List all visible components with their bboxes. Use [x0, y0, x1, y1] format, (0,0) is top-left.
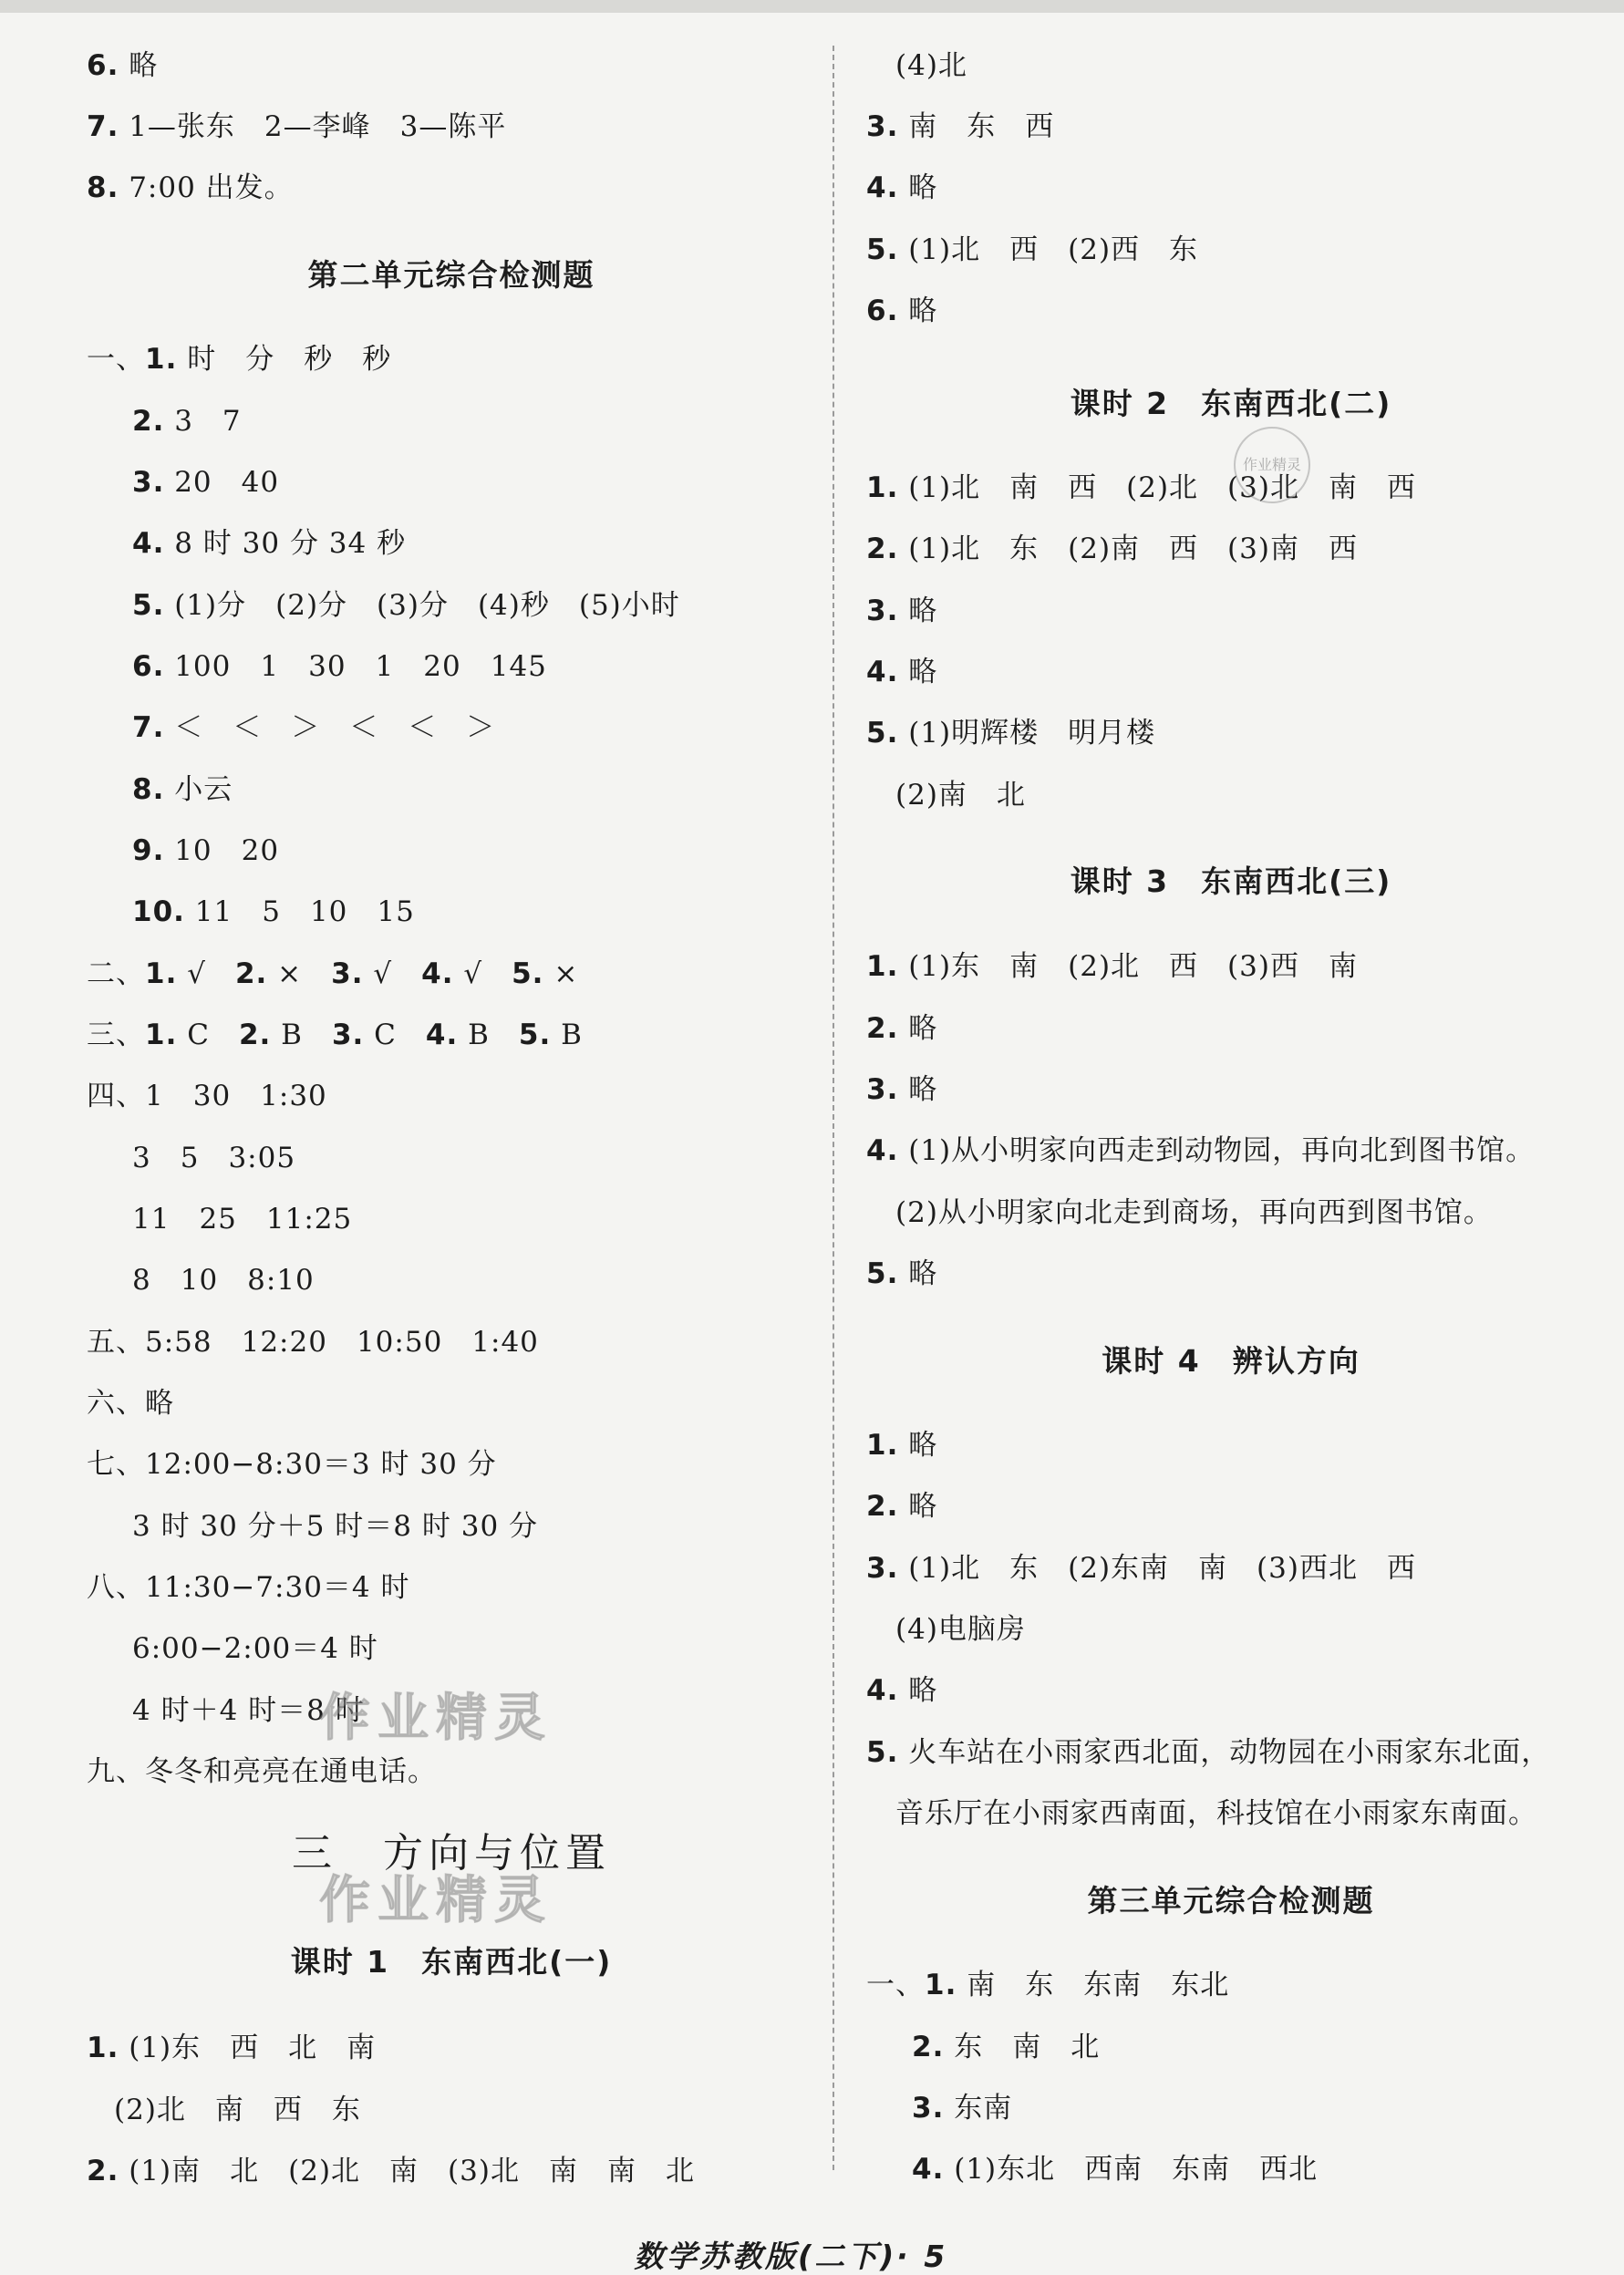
answer-line: 八、11:30−7:30＝4 时	[87, 1571, 410, 1604]
stamp: 作业精灵	[1234, 427, 1310, 503]
answer-line: 5. (1)明辉楼 明月楼	[866, 717, 1156, 750]
answer-line: (2)从小明家向北走到商场，再向西到图书馆。	[895, 1196, 1493, 1229]
answer-line: 3. 略	[866, 1073, 938, 1106]
answer-line: 音乐厅在小雨家西南面，科技馆在小雨家东南面。	[895, 1797, 1537, 1830]
watermark: 作业精灵	[319, 1688, 553, 1748]
answer-line: 3. 20 40	[132, 466, 280, 499]
answer-line: 2. (1)北 东 (2)南 西 (3)南 西	[866, 533, 1358, 565]
section-heading: 课时 1 东南西北(一)	[290, 1944, 613, 1980]
answer-line: 8. 7:00 出发。	[87, 171, 294, 204]
answer-line: 7. ＜ ＜ ＞ ＜ ＜ ＞	[132, 711, 496, 744]
answer-line: 3. 略	[866, 595, 938, 627]
answer-line: 2. 略	[866, 1490, 938, 1523]
answer-line: 4 时＋4 时＝8 时	[132, 1694, 365, 1727]
answer-line: 3. (1)北 东 (2)东南 南 (3)西北 西	[866, 1552, 1416, 1585]
answer-line: (4)北	[895, 49, 967, 82]
answer-line: 4. 略	[866, 171, 938, 204]
answer-line: (4)电脑房	[895, 1613, 1026, 1646]
answer-line: 4. (1)东北 西南 东南 西北	[912, 2153, 1319, 2186]
answer-line: 8 10 8:10	[132, 1264, 315, 1297]
answer-line: 7. 1—张东 2—李峰 3—陈平	[87, 110, 507, 143]
answer-line: 4. 8 时 30 分 34 秒	[132, 527, 407, 560]
section-heading: 课时 3 东南西北(三)	[1070, 863, 1392, 899]
answer-line: 4. 略	[866, 1674, 938, 1707]
answer-line: 10. 11 5 10 15	[132, 895, 415, 928]
page-footer: 数学苏教版(二下)· 5	[634, 2239, 948, 2274]
answer-line: 2. 略	[866, 1012, 938, 1045]
section-heading: 第二单元综合检测题	[307, 257, 595, 293]
answer-line: 4. (1)从小明家向西走到动物园，再向北到图书馆。	[866, 1134, 1536, 1167]
answer-line: 5. (1)分 (2)分 (3)分 (4)秒 (5)小时	[132, 589, 680, 622]
answer-line: 5. 火车站在小雨家西北面，动物园在小雨家东北面，	[866, 1736, 1551, 1769]
answer-line: 5. (1)北 西 (2)西 东	[866, 233, 1199, 266]
answer-line: 七、12:00−8:30＝3 时 30 分	[87, 1448, 497, 1481]
section-heading: 课时 4 辨认方向	[1102, 1343, 1360, 1379]
answer-line: 2. (1)南 北 (2)北 南 (3)北 南 南 北	[87, 2155, 695, 2187]
watermark: 作业精灵	[319, 1870, 553, 1930]
answer-line: 3. 南 东 西	[866, 110, 1055, 143]
answer-line: (2)南 北	[895, 779, 1026, 812]
answer-line: 一、1. 南 东 东南 东北	[866, 1969, 1230, 2001]
answer-line: 二、1. √ 2. × 3. √ 4. √ 5. ×	[87, 957, 579, 990]
left-column	[87, 0, 816, 2225]
answer-line: 3. 东南	[912, 2092, 1013, 2125]
answer-line: 5. 略	[866, 1257, 938, 1290]
answer-line: 11 25 11:25	[132, 1203, 353, 1236]
answer-line: 四、1 30 1:30	[87, 1080, 327, 1112]
unit-title: 三 方向与位置	[292, 1830, 611, 1877]
answer-line: 1. (1)北 南 西 (2)北 (3)北 南 西	[866, 471, 1416, 504]
column-divider	[833, 46, 834, 2170]
answer-line: 6. 略	[866, 295, 938, 327]
answer-line: 九、冬冬和亮亮在通电话。	[87, 1755, 437, 1788]
answer-line: 一、1. 时 分 秒 秒	[87, 343, 392, 376]
answer-line: 6:00−2:00＝4 时	[132, 1632, 378, 1665]
answer-line: 3 5 3:05	[132, 1142, 296, 1174]
answer-line: 3 时 30 分＋5 时＝8 时 30 分	[132, 1510, 539, 1543]
answer-line: 6. 略	[87, 49, 159, 82]
answer-line: 9. 10 20	[132, 834, 280, 867]
right-column	[866, 0, 1596, 2225]
section-heading: 第三单元综合检测题	[1087, 1883, 1375, 1918]
answer-line: 2. 东 南 北	[912, 2031, 1101, 2063]
answer-line: (2)北 南 西 东	[114, 2094, 361, 2126]
answer-line: 1. (1)东 西 北 南	[87, 2032, 377, 2064]
answer-line: 6. 100 1 30 1 20 145	[132, 650, 547, 683]
answer-line: 六、略	[87, 1387, 174, 1420]
answer-line: 8. 小云	[132, 773, 233, 806]
answer-line: 三、1. C 2. B 3. C 4. B 5. B	[87, 1019, 583, 1051]
answer-line: 五、5:58 12:20 10:50 1:40	[87, 1326, 539, 1359]
section-heading: 课时 2 东南西北(二)	[1070, 386, 1392, 421]
answer-line: 1. (1)东 南 (2)北 西 (3)西 南	[866, 950, 1358, 983]
answer-line: 4. 略	[866, 656, 938, 688]
answer-line: 1. 略	[866, 1429, 938, 1462]
answer-line: 2. 3 7	[132, 405, 242, 438]
